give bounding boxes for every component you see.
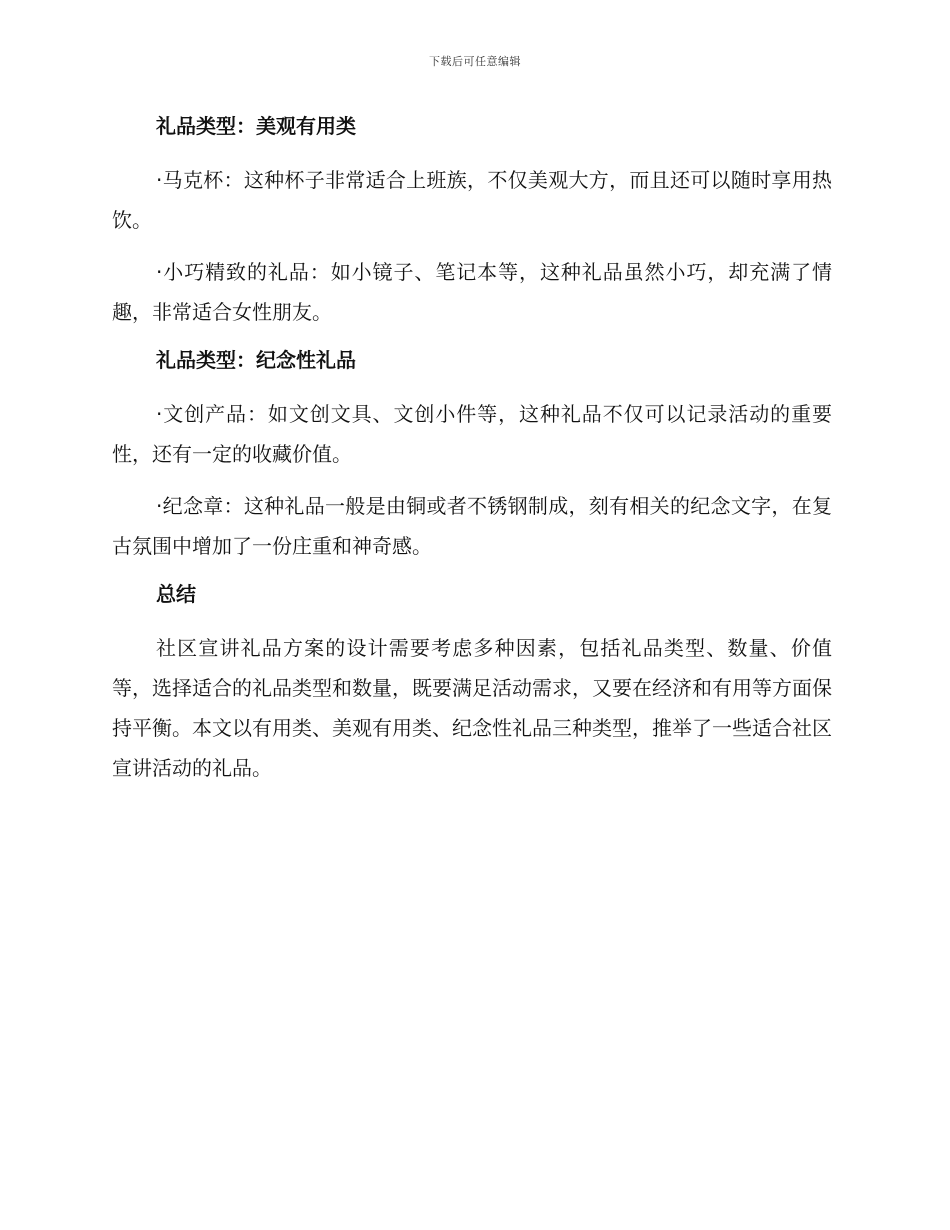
document-body: [112, 110, 832, 800]
page-header-note: 下载后可任意编辑: [429, 55, 521, 68]
bullet-paragraph: ·马克杯：这种杯子非常适合上班族，不仅美观大方，而且还可以随时享用热饮。: [112, 168, 832, 232]
section-heading: 礼品类型：美观有用类: [156, 114, 356, 138]
bullet-paragraph: ·文创产品：如文创文具、文创小件等，这种礼品不仅可以记录活动的重要性，还有一定的收藏价值。: [112, 402, 832, 466]
section-heading: 总结: [156, 582, 196, 606]
section-heading: 礼品类型：纪念性礼品: [156, 348, 356, 372]
bullet-paragraph: ·纪念章：这种礼品一般是由铜或者不锈钢制成，刻有相关的纪念文字，在复古氛围中增加了一份庄重和神奇感。: [112, 494, 832, 558]
summary-paragraph: 社区宣讲礼品方案的设计需要考虑多种因素，包括礼品类型、数量、价值等，选择适合的礼品类型和数量，既要满足活动需求，又要在经济和有用等方面保持平衡。本文以有用类、美观有用类、纪念性礼品三种类型，推举了一些适合社区宣讲活动的礼品。: [112, 636, 832, 780]
bullet-paragraph: ·小巧精致的礼品：如小镜子、笔记本等，这种礼品虽然小巧，却充满了情趣，非常适合女性朋友。: [112, 260, 832, 324]
